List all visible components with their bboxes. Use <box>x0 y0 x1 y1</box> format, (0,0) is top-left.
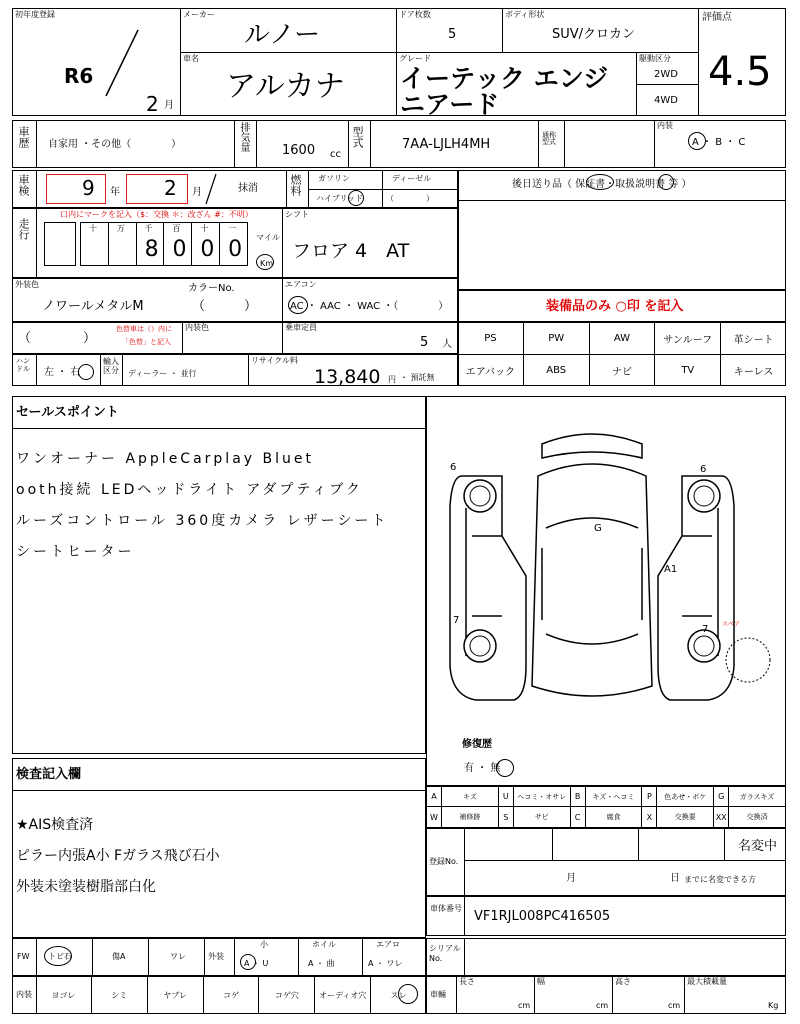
ext-val-3: A ・ ワレ <box>368 959 403 968</box>
legend-row <box>426 807 786 828</box>
inspection-year-unit: 年 <box>110 187 120 198</box>
odometer-digit: 0 <box>200 237 215 262</box>
sales-line: ooth接続 LEDヘッドライト アダプティブク <box>16 482 363 498</box>
check-title: 検査記入欄 <box>16 767 82 782</box>
interior-grade-value: A ・ B ・ C <box>692 137 746 148</box>
displacement-value: 1600 <box>282 143 316 158</box>
check-line: 外装未塗装樹脂部白化 <box>16 879 156 895</box>
sales-line: ワンオーナー AppleCarplay Bluet <box>16 451 314 467</box>
legend-code: B <box>570 787 585 806</box>
check-line: ピラー内張A小 Fガラス飛び石小 <box>16 848 220 864</box>
vin-label: 車体番号 <box>430 904 462 913</box>
legend-text: 補修跡 <box>441 807 498 827</box>
odometer-digit: 8 <box>144 237 159 262</box>
load-unit: Kg <box>768 1001 779 1010</box>
load-label: 最大積載量 <box>687 977 727 986</box>
legend-code: W <box>430 812 438 822</box>
capacity-unit: 人 <box>442 339 452 350</box>
legend-code: C <box>570 807 585 827</box>
car-diagram <box>442 416 772 716</box>
legend-code: U <box>498 787 513 806</box>
interior-item: コゲ穴 <box>258 976 314 1014</box>
reg-day-unit: 日 <box>670 873 680 884</box>
mileage-mark-box[interactable] <box>44 222 76 266</box>
sales-line: シートヒーター <box>16 544 135 560</box>
interior-item: スレ <box>370 976 426 1014</box>
odometer-cell <box>136 223 164 265</box>
equipment-cell: PS <box>484 332 497 344</box>
fuel-label: 燃料 <box>289 174 302 196</box>
equipment-cell: サンルーフ <box>654 322 720 354</box>
handle-value: 左 ・ 右 <box>44 367 81 378</box>
inspection-year: 9 <box>82 176 95 200</box>
history-label: 車歴 <box>17 126 30 148</box>
drive-4wd: 4WD <box>654 95 678 106</box>
mark-a1: A1 <box>664 564 678 575</box>
grade-label: グレード <box>399 54 431 63</box>
mark-g: G <box>594 523 602 534</box>
legend-text: 交換済 <box>728 807 785 827</box>
shift-value: フロア 4 AT <box>292 240 410 262</box>
mileage-note: 口内にマークを記入（$：交換 ＊：改ざん #：不明） <box>60 210 253 219</box>
equipment-row-1 <box>458 322 786 354</box>
circle-mark <box>496 759 514 777</box>
height-label: 高さ <box>615 977 631 986</box>
car-name: アルカナ <box>226 69 345 104</box>
fuel-gas: ガソリン <box>318 174 350 183</box>
ac-label: エアコン <box>285 280 317 289</box>
paint-change-note1: 色替車は（）内に <box>116 325 172 333</box>
inspection-month: 2 <box>164 176 177 200</box>
circle-mark <box>288 296 308 314</box>
color-label: 外装色 <box>15 280 39 289</box>
odometer-unit: 百 <box>172 224 181 233</box>
equipment-cell: エアバック <box>465 366 515 378</box>
circle-mark <box>256 254 274 270</box>
equipment-row-2 <box>458 354 786 386</box>
fw-item-2: 傷A <box>112 952 126 961</box>
ext-val-1: A ・ U <box>244 959 269 968</box>
odometer-cell <box>219 223 247 265</box>
length-label: 長さ <box>459 977 475 986</box>
legend-text: キズ・ヘコミ <box>585 787 642 806</box>
odometer-digit: 0 <box>228 237 243 262</box>
model-label: 型式 <box>351 126 364 148</box>
name-change: 名変中 <box>738 839 778 854</box>
vin-value: VF1RJL008PC416505 <box>474 909 611 924</box>
interior-item: コゲ <box>203 976 259 1014</box>
circle-mark <box>658 174 674 190</box>
ac-value: AC ・ AAC ・ WAC ・（ ） <box>290 301 449 312</box>
serial-frame <box>426 938 786 976</box>
repair-label: 修復歴 <box>462 739 492 750</box>
recycle-label: リサイクル料 <box>251 356 298 365</box>
paint-change-note2: 「色替」と記入 <box>122 338 171 346</box>
fw-label: FW <box>17 952 30 961</box>
interior-item: シミ <box>91 976 147 1014</box>
first-reg-year: R6 <box>64 64 94 88</box>
interior-grade-label: 内装 <box>657 121 673 130</box>
check-line: ★AIS検査済 <box>16 817 94 833</box>
unit-mile: マイル <box>256 233 280 242</box>
sales-line: ルーズコントロール 360度カメラ レザーシート <box>16 513 389 529</box>
import-label: 輸入区分 <box>103 357 119 375</box>
fw-item-1: トビ石 <box>48 952 72 961</box>
inspection-month-box[interactable] <box>126 174 188 204</box>
width-unit: cm <box>596 1001 609 1010</box>
legend-text: キズ <box>441 787 498 806</box>
circle-mark <box>240 954 256 970</box>
auction-sheet <box>12 8 786 1016</box>
mark-6-right: 6 <box>700 464 707 475</box>
interior-items <box>36 976 426 1014</box>
capacity-label: 乗車定員 <box>285 323 317 332</box>
reg-label: 登録No. <box>429 857 459 866</box>
fuel-diesel: ディーゼル <box>392 174 432 183</box>
interior-item: ヤブレ <box>147 976 203 1014</box>
equipment-cell: ABS <box>523 354 589 386</box>
first-reg-label: 初年度登録 <box>15 10 55 19</box>
odometer-digit: 0 <box>172 237 187 262</box>
common-model-label: 通称型式 <box>542 131 556 146</box>
circle-mark <box>78 364 94 380</box>
import-value: ディーラー ・ 並行 <box>128 369 197 378</box>
spare-label: スペア <box>722 621 741 628</box>
damage-legend <box>426 786 786 828</box>
slash-mark <box>204 172 218 206</box>
reg-frame <box>426 828 786 896</box>
drive-2wd: 2WD <box>654 69 678 80</box>
legend-text: 交換要 <box>656 807 713 827</box>
equip-title: 装備品のみ ○印 を記入 <box>546 299 684 314</box>
body-value: SUV/クロカン <box>552 27 636 42</box>
ext-label: 外装 <box>208 952 224 961</box>
circle-mark <box>348 190 364 206</box>
color-no-value: （ ） <box>192 299 258 314</box>
equipment-cell: キーレス <box>720 354 786 386</box>
paren-box: （ ） <box>18 331 97 346</box>
equipment-cell: ナビ <box>589 354 655 386</box>
mark-7-right: 7 <box>702 624 709 635</box>
odometer-cell <box>108 223 136 265</box>
displacement-unit: cc <box>330 149 341 160</box>
equipment-cell: 革シート <box>720 322 786 354</box>
fuel-hybrid: ハイブリッド <box>316 194 364 203</box>
equipment-cell: TV <box>654 354 720 386</box>
capacity-value: 5 <box>420 335 429 350</box>
odometer-cell <box>81 223 108 265</box>
legend-text: ガラスキズ <box>728 787 785 806</box>
displacement-label: 排気量 <box>238 122 249 152</box>
legend-code: S <box>498 807 513 827</box>
unit-km: Km <box>260 259 274 268</box>
fuel-hybrid-paren: （ ） <box>386 194 434 203</box>
score-label: 評価点 <box>702 12 732 23</box>
legend-code: X <box>641 807 656 827</box>
mileage-label: 走行 <box>17 218 30 240</box>
recycle-value: 13,840 <box>314 366 381 388</box>
legend-code: XX <box>713 807 728 827</box>
doors-label: ドア枚数 <box>399 10 431 19</box>
interior-color-label: 内装色 <box>185 323 209 332</box>
color-no-label: カラーNo. <box>188 283 235 294</box>
legend-text: ヘコミ・オサレ <box>513 787 570 806</box>
recycle-deposit: ・ 預託無 <box>400 373 435 382</box>
inspection-erase: 抹消 <box>238 183 258 194</box>
size-label: 車輛 <box>430 990 446 999</box>
ext-head-2: ホイル <box>312 940 336 949</box>
score-value: 4.5 <box>708 49 772 95</box>
legend-text: 腐食 <box>585 807 642 827</box>
ext-val-2: A ・ 曲 <box>308 959 335 968</box>
ext-head-3: エアロ <box>376 940 400 949</box>
shift-label: シフト <box>285 210 309 219</box>
legend-text: サビ <box>513 807 570 827</box>
serial-label: シリアルNo. <box>429 944 461 963</box>
color-value: ノワールメタルM <box>42 299 144 314</box>
odometer-cell <box>191 223 219 265</box>
equipment-cell: PW <box>523 322 589 354</box>
mark-7-left: 7 <box>453 615 460 626</box>
maker-value: ルノー <box>244 20 321 50</box>
first-reg-month: 2 <box>146 92 159 116</box>
recycle-unit: 円 <box>388 375 396 384</box>
model-value: 7AA-LJLH4MH <box>402 137 491 152</box>
interior-label: 内装 <box>16 990 32 999</box>
repair-value: 有 ・ 無 <box>464 763 501 774</box>
ext-head-1: 小 <box>260 940 268 949</box>
maker-label: メーカー <box>183 10 215 19</box>
sales-title: セールスポイント <box>16 405 119 420</box>
circle-mark <box>688 132 706 150</box>
slash-mark <box>102 28 142 98</box>
circle-mark <box>44 946 72 966</box>
name-label: 車名 <box>183 54 199 63</box>
odometer-unit: 十 <box>89 224 97 233</box>
docs-value: 後日送り品（ 保証書・取扱説明書 等 ） <box>512 179 692 190</box>
history-value: 自家用 ・その他（ ） <box>48 139 182 150</box>
interior-item: オーディオ穴 <box>314 976 370 1014</box>
width-label: 幅 <box>537 977 545 986</box>
body-label: ボディ形状 <box>505 10 545 19</box>
odometer-cell <box>163 223 191 265</box>
legend-code: G <box>713 787 728 806</box>
equipment-cell: AW <box>589 322 655 354</box>
height-unit: cm <box>668 1001 681 1010</box>
drive-label: 駆動区分 <box>639 54 671 63</box>
odometer-unit: 十 <box>200 224 209 233</box>
odometer-unit: 一 <box>228 224 237 233</box>
circle-mark <box>586 174 614 190</box>
inspection-month-unit: 月 <box>192 187 202 198</box>
legend-code: A <box>431 792 437 801</box>
inspection-label: 車検 <box>17 174 30 196</box>
odometer <box>80 222 248 266</box>
inspection-year-box[interactable] <box>46 174 106 204</box>
circle-mark <box>398 984 418 1004</box>
legend-text: 色あせ・ボケ <box>656 787 713 806</box>
check-body <box>16 810 424 903</box>
grade-line1: イーテック エンジ <box>400 64 609 93</box>
mark-6-left: 6 <box>450 462 457 473</box>
doors-value: 5 <box>448 27 457 42</box>
sales-body <box>16 444 424 568</box>
fw-item-3: ワレ <box>170 952 186 961</box>
reg-month-unit: 月 <box>566 873 576 884</box>
odometer-unit: 万 <box>116 224 125 233</box>
legend-row <box>426 786 786 807</box>
length-unit: cm <box>518 1001 531 1010</box>
odometer-unit: 千 <box>144 224 153 233</box>
handle-label: ハンドル <box>16 357 30 373</box>
legend-code: P <box>641 787 656 806</box>
reg-note: までに名変できる方 <box>684 875 756 884</box>
grade-line2: ニアード <box>400 90 500 119</box>
first-reg-month-unit: 月 <box>164 100 174 111</box>
interior-item: ヨゴレ <box>51 990 76 1000</box>
